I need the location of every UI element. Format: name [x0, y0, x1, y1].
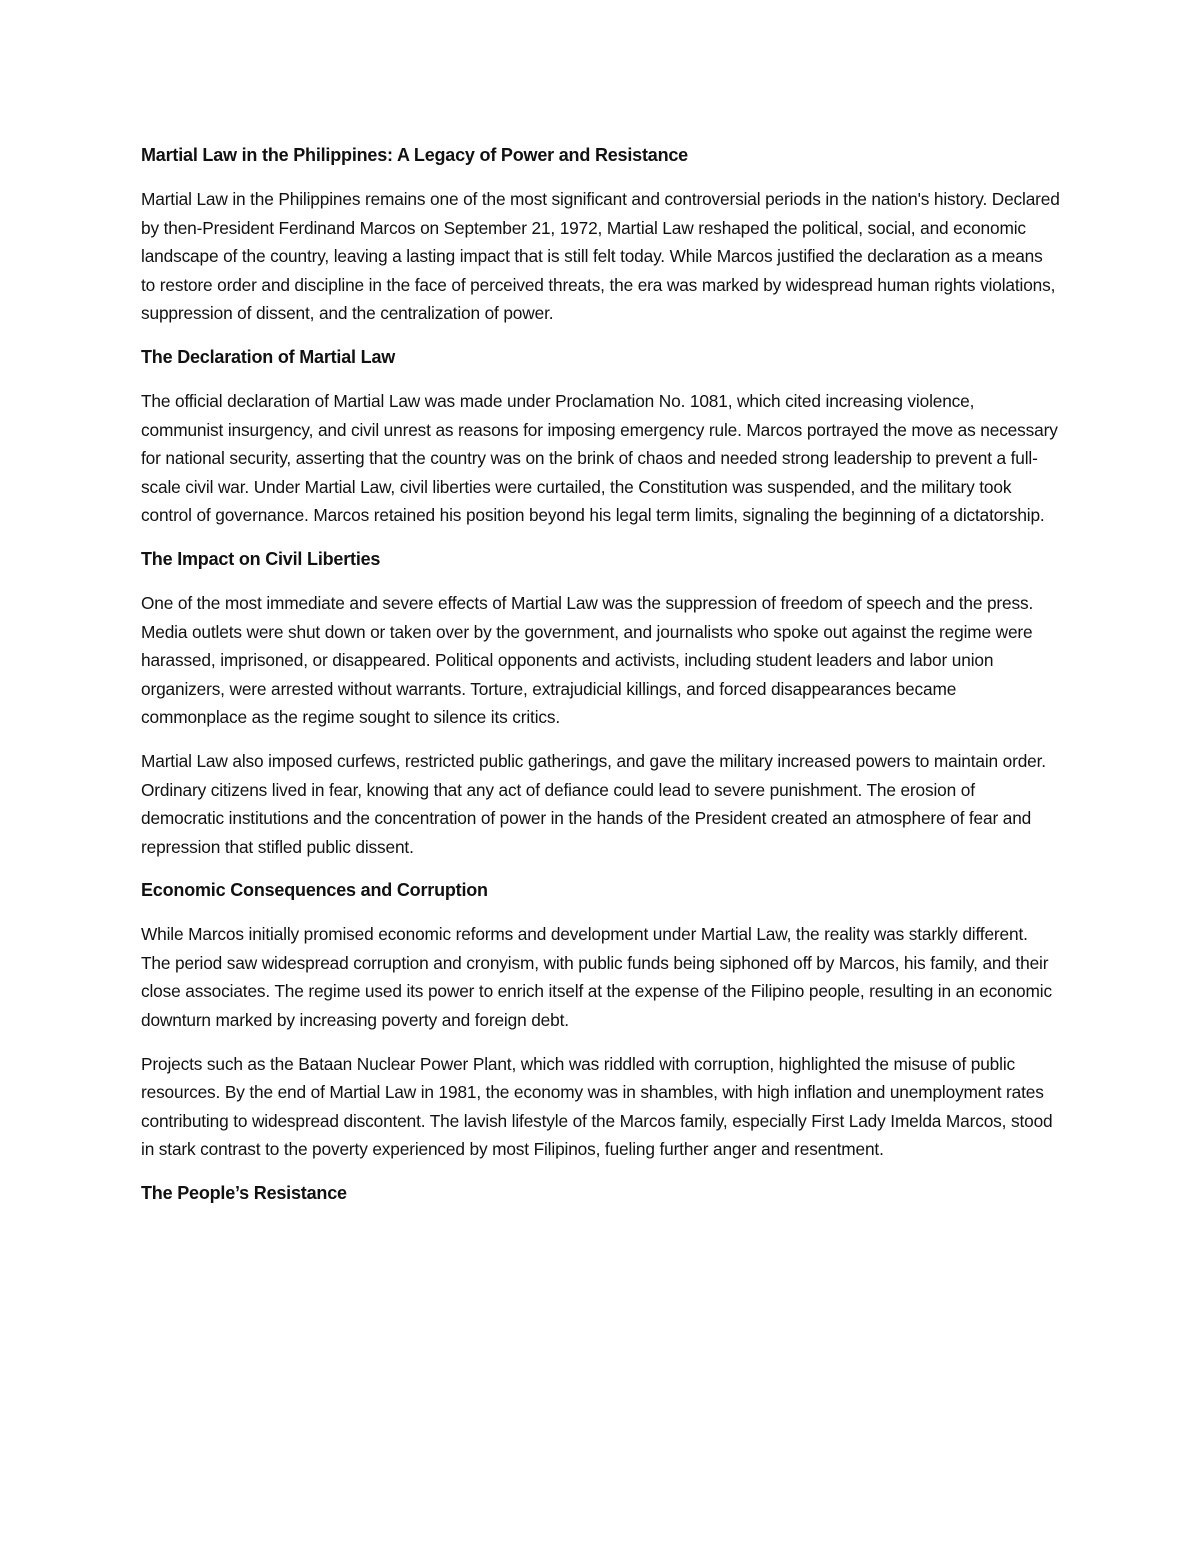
economic-paragraph-1: While Marcos initially promised economic reforms and development under Martial Law, the reality was starkly different. The period saw widespread corruption and cronyism, with public funds being siphoned off by Marcos, his family, and their close associates. The regime used its power to enrich itself at the expense of the Filipino people, resulting in an economic downturn marked by increasing poverty and foreign debt.	[141, 924, 1052, 1031]
civil-liberties-paragraph-1: One of the most immediate and severe effects of Martial Law was the suppression of freedom of speech and the press. Media outlets were shut down or taken over by the government, and journalists who spoke out against the regime were harassed, imprisoned, or disappeared. Political opponents and activists, including student leaders and labor union organizers, were arrested without warrants. Torture, extrajudicial killings, and forced disappearances became commonplace as the regime sought to silence its critics.	[141, 592, 1034, 728]
section-heading-declaration: The Declaration of Martial Law	[141, 346, 396, 367]
document-page	[141, 141, 1061, 1223]
section-heading-civil-liberties: The Impact on Civil Liberties	[141, 548, 381, 569]
economic-paragraph-2: Projects such as the Bataan Nuclear Power Plant, which was riddled with corruption, highlighted the misuse of public resources. By the end of Martial Law in 1981, the economy was in shambles, with high inflation and unemployment rates contributing to widespread discontent. The lavish lifestyle of the Marcos family, especially First Lady Imelda Marcos, stood in stark contrast to the poverty experienced by most Filipinos, fueling further anger and resentment.	[141, 1053, 1053, 1160]
document-title: Martial Law in the Philippines: A Legacy of Power and Resistance	[141, 145, 688, 165]
declaration-paragraph: The official declaration of Martial Law was made under Proclamation No. 1081, which cited increasing violence, communist insurgency, and civil unrest as reasons for imposing emergency rule. Marcos portrayed the move as necessary for national security, asserting that the country was on the brink of chaos and needed strong leadership to prevent a full-scale civil war. Under Martial Law, civil liberties were curtailed, the Constitution was suspended, and the military took control of governance. Marcos retained his position beyond his legal term limits, signaling the beginning of a dictatorship.	[141, 390, 1058, 526]
civil-liberties-paragraph-2: Martial Law also imposed curfews, restricted public gatherings, and gave the military increased powers to maintain order. Ordinary citizens lived in fear, knowing that any act of defiance could lead to severe punishment. The erosion of democratic institutions and the concentration of power in the hands of the President created an atmosphere of fear and repression that stifled public dissent.	[141, 750, 1046, 857]
section-heading-resistance: The People’s Resistance	[141, 1183, 347, 1204]
intro-paragraph: Martial Law in the Philippines remains one of the most significant and controversial periods in the nation's history. Declared by then-President Ferdinand Marcos on September 21, 1972, Martial Law reshaped the political, social, and economic landscape of the country, leaving a lasting impact that is still felt today. While Marcos justified the declaration as a means to restore order and discipline in the face of perceived threats, the era was marked by widespread human rights violations, suppression of dissent, and the centralization of power.	[141, 189, 1060, 324]
section-heading-economic: Economic Consequences and Corruption	[141, 880, 488, 901]
